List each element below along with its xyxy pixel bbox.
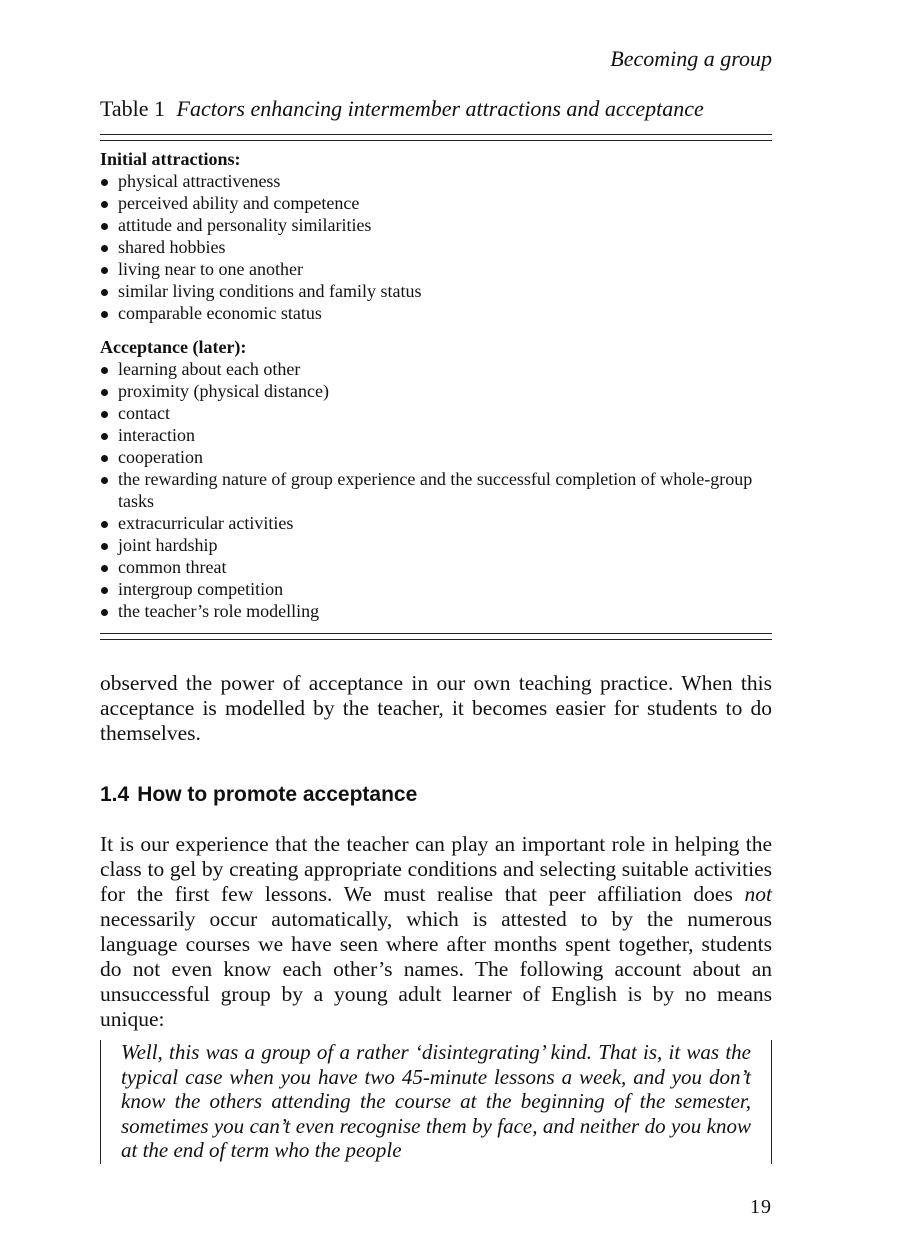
emphasis-text: not [744, 882, 772, 906]
paragraph-text: It is our experience that the teacher can play an important role in helping the class to gel by creating appropriate conditions and selecting suitable activities for the first few lessons. We must realise that peer affiliation does [100, 832, 772, 906]
list-item: contact [100, 402, 772, 424]
list-item: interaction [100, 424, 772, 446]
group-heading: Initial attractions: [100, 149, 241, 169]
list-item: the rewarding nature of group experience and the successful completion of whole-group tasks [100, 468, 772, 512]
body-paragraph: observed the power of acceptance in our own teaching practice. When this acceptance is modelled by the teacher, it becomes easier for students to do themselves. [100, 671, 772, 745]
list-item: intergroup competition [100, 578, 772, 600]
table-caption [100, 96, 772, 122]
section-title: How to promote acceptance [137, 783, 418, 806]
list-item: cooperation [100, 446, 772, 468]
list-item: common threat [100, 556, 772, 578]
learner-quote: Well, this was a group of a rather ‘disintegrating’ kind. That is, it was the typical case when you have two 45-minute lessons a week, and you don’t know the others attending the course at the beginning of the semester, sometimes you can’t even recognise them by face, and neither do you know at the end of term who the people [100, 1040, 772, 1164]
table-label: Table 1 [100, 96, 166, 121]
table-bottom-rule [100, 633, 772, 640]
list-item: living near to one another [100, 258, 772, 280]
running-head: Becoming a group [610, 46, 772, 71]
factor-list [100, 358, 772, 622]
section-heading [100, 783, 417, 807]
list-item: learning about each other [100, 358, 772, 380]
table-top-rule [100, 134, 772, 141]
section-number: 1.4 [100, 783, 130, 806]
list-item: attitude and personality similarities [100, 214, 772, 236]
table-body [100, 148, 772, 622]
table-title: Factors enhancing intermember attractions and acceptance [176, 96, 704, 121]
list-item: comparable economic status [100, 302, 772, 324]
table-group-acceptance-later [100, 336, 772, 622]
list-item: proximity (physical distance) [100, 380, 772, 402]
table-group-initial-attractions [100, 148, 772, 324]
list-item: joint hardship [100, 534, 772, 556]
list-item: physical attractiveness [100, 170, 772, 192]
paragraph-text: necessarily occur automatically, which is attested to by the numerous language courses we have seen where after months spent together, students do not even know each other’s names. The following account about an unsuccessful group by a young adult learner of English is by no means unique: [100, 907, 772, 1031]
list-item: extracurricular activities [100, 512, 772, 534]
page-number: 19 [750, 1196, 772, 1218]
factor-list [100, 170, 772, 324]
list-item: similar living conditions and family status [100, 280, 772, 302]
list-item: the teacher’s role modelling [100, 600, 772, 622]
list-item: perceived ability and competence [100, 192, 772, 214]
group-heading: Acceptance (later): [100, 337, 247, 357]
list-item: shared hobbies [100, 236, 772, 258]
body-paragraph [100, 832, 772, 1032]
